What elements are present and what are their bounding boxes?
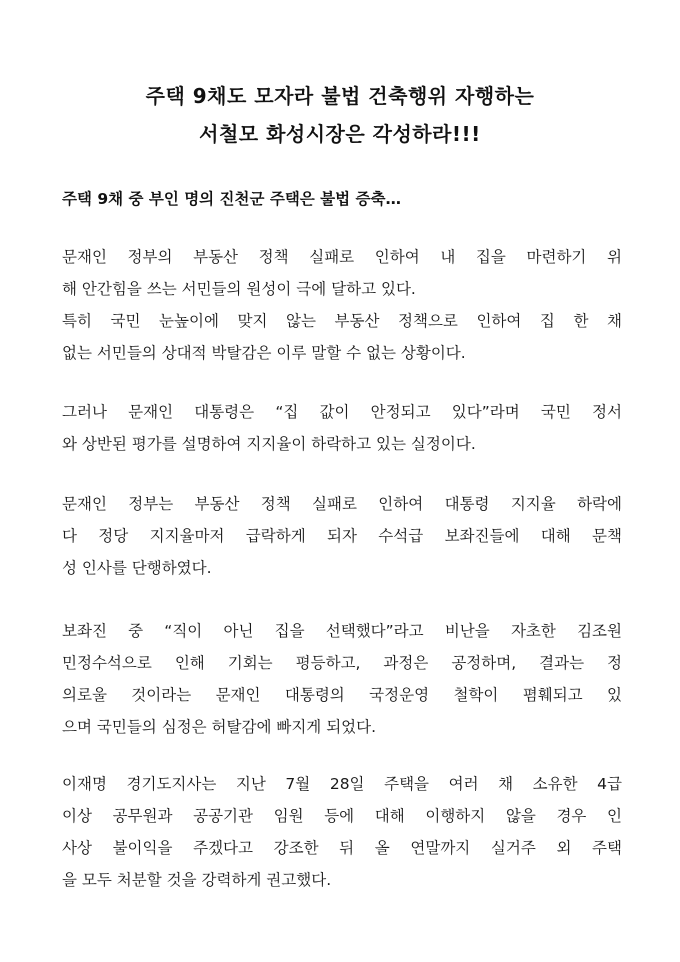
document-subheading: 주택 9채 중 부인 명의 진천군 주택은 불법 증축… [62,190,401,208]
paragraph-line: 그러나 문재인 대통령은 “집 값이 안정되고 있다”라며 국민 정서 [62,403,622,421]
document-title [0,77,680,153]
paragraph-line: 을 모두 처분할 것을 강력하게 권고했다. [62,871,332,889]
paragraph-line: 의로울 것이라는 문재인 대통령의 국정운영 철학이 폄훼되고 있 [62,686,622,704]
paragraph-5 [62,768,622,896]
paragraph-line: 다 정당 지지율마저 급락하게 되자 수석급 보좌진들에 대해 문책 [62,527,622,545]
paragraph-line: 이재명 경기도지사는 지난 7월 28일 주택을 여러 채 소유한 4급 [62,775,622,793]
paragraph-line: 문재인 정부의 부동산 정책 실패로 인하여 내 집을 마련하기 위 [62,248,622,266]
title-line-2: 서철모 화성시장은 각성하라!!! [199,122,481,146]
paragraph-line: 없는 서민들의 상대적 박탈감은 이루 말할 수 없는 상황이다. [62,344,466,362]
paragraph-line: 사상 불이익을 주겠다고 강조한 뒤 올 연말까지 실거주 외 주택 [62,839,622,857]
paragraph-line: 보좌진 중 “직이 아닌 집을 선택했다”라고 비난을 자초한 김조원 [62,622,622,640]
paragraph-line: 문재인 정부는 부동산 정책 실패로 인하여 대통령 지지율 하락에 [62,495,622,513]
paragraph-2 [62,396,622,460]
paragraph-line: 민정수석으로 인해 기회는 평등하고, 과정은 공정하며, 결과는 정 [62,654,622,672]
paragraph-line: 성 인사를 단행하였다. [62,559,212,577]
paragraph-4 [62,615,622,743]
paragraph-line: 해 안간힘을 쓰는 서민들의 원성이 극에 달하고 있다. [62,280,416,298]
paragraph-1 [62,241,622,369]
title-line-1: 주택 9채도 모자라 불법 건축행위 자행하는 [145,84,535,108]
paragraph-line: 이상 공무원과 공공기관 임원 등에 대해 이행하지 않을 경우 인 [62,807,622,825]
paragraph-line: 으며 국민들의 심정은 허탈감에 빠지게 되었다. [62,718,377,736]
paragraph-3 [62,488,622,584]
paragraph-line: 와 상반된 평가를 설명하여 지지율이 하락하고 있는 실정이다. [62,435,476,453]
paragraph-line: 특히 국민 눈높이에 맞지 않는 부동산 정책으로 인하여 집 한 채 [62,312,622,330]
